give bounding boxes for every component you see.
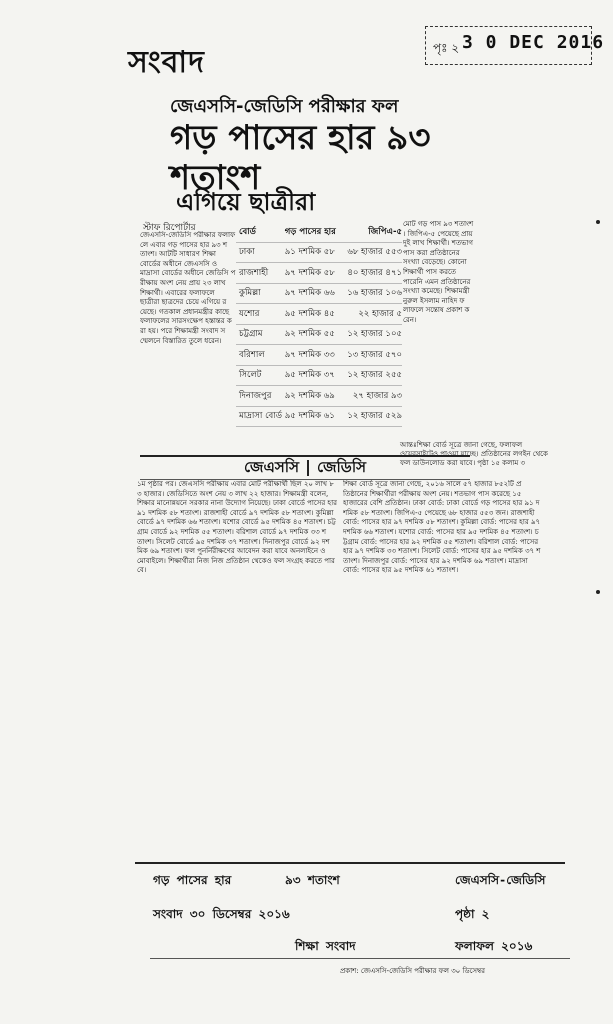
footer-line1-left: গড় পাসের হার	[153, 873, 232, 887]
body-left-column: ১ম পৃষ্ঠার পর। জেএসসি পরীক্ষায় এবার মোট পরীক্ষার্থী ছিল ২০ লাখ ৮৩ হাজার। জেডিসিতে অংশ নেয় ৩ লাখ ২২ হাজার। শিক্ষামন্ত্রী বলেন, শিক্ষার মানোন্নয়নে সরকার নানা উদ্যোগ নিয়েছে। ঢাকা বোর্ডে পাসের হার ৯১ দশমিক ৫৮ শতাংশ। রাজশাহী বোর্ডে ৯৭ দশমিক ৫৮ শতাংশ। কুমিল্লা বোর্ডে ৯৭ দশমিক ৬৬ শতাংশ। যশোর বোর্ডে ৯৫ দশমিক ৪৫ শতাংশ। চট্টগ্রাম বোর্ডে ৯২ দশমিক ৫৫ শতাংশ। বরিশাল বোর্ডে ৯৭ দশমিক ৩৩ শতাংশ। সিলেট বোর্ডে ৯৫ দশমিক ৩৭ শতাংশ। দিনাজপুর বোর্ডে ৯২ দশমিক ৬৯ শতাংশ। ফল পুনর্নিরীক্ষণের আবেদন করা যাবে অনলাইনে ও মোবাইলে। শিক্ষার্থীরা নিজ নিজ প্রতিষ্ঠান থেকেও ফল সংগ্রহ করতে পারবে।	[137, 480, 337, 575]
footer-bottom-line: প্রকাশ: জেএসসি-জেডিসি পরীক্ষার ফল ৩০ ডিসেম্বর	[340, 967, 486, 975]
continuation-note: আন্তঃশিক্ষা বোর্ড সূত্রে জানা গেছে, ফলাফল ওয়েবসাইটেও পাওয়া যাচ্ছে। প্রতিষ্ঠানের লগইন থেকে ফল ডাউনলোড করা যাবে। পৃষ্ঠা ১৫ কলাম ৩	[400, 441, 548, 467]
banner-divider	[307, 460, 309, 476]
newspaper-masthead: সংবাদ	[128, 45, 205, 80]
table-row	[236, 366, 402, 387]
table-cell: ৯২ দশমিক ৬৯	[284, 390, 335, 401]
right-column-text: মোট গড় পাস ৯৩ শতাংশ। জিপিএ-৫ পেয়েছে প্রায় দুই লাখ শিক্ষার্থী। শতভাগ পাস করা প্রতিষ্ঠানের সংখ্যা বেড়েছে। কোনো শিক্ষার্থী পাস করতে পারেনি এমন প্রতিষ্ঠানের সংখ্যা কমেছে। শিক্ষামন্ত্রী নুরুল ইসলাম নাহিদ ফলাফলে সন্তোষ প্রকাশ করেন।	[403, 220, 474, 324]
table-cell: ৯৫ দশমিক ৬১	[284, 411, 335, 422]
footer-line1-right: জেএসসি-জেডিসি	[455, 873, 546, 887]
footer-line3-left: শিক্ষা সংবাদ	[295, 939, 356, 953]
table-row	[236, 243, 402, 264]
body-right-column: শিক্ষা বোর্ড সূত্রে জানা গেছে, ২০১৬ সালে ৫৭ হাজার ৮৫২টি প্রতিষ্ঠানের শিক্ষার্থীরা পরীক্ষায় অংশ নেয়। শতভাগ পাস করেছে ১৫ হাজারের বেশি প্রতিষ্ঠান। ঢাকা বোর্ড: ঢাকা বোর্ডে গড় পাসের হার ৯১ দশমিক ৫৮ শতাংশ। জিপিএ-৫ পেয়েছে ৬৮ হাজার ৫৫৩ জন। রাজশাহী বোর্ড: পাসের হার ৯৭ দশমিক ৫৮ শতাংশ। কুমিল্লা বোর্ড: পাসের হার ৯৭ দশমিক ৬৬ শতাংশ। যশোর বোর্ড: পাসের হার ৯৫ দশমিক ৪৫ শতাংশ। চট্টগ্রাম বোর্ড: পাসের হার ৯২ দশমিক ৫৫ শতাংশ। বরিশাল বোর্ড: পাসের হার ৯৭ দশমিক ৩৩ শতাংশ। সিলেট বোর্ড: পাসের হার ৯৫ দশমিক ৩৭ শতাংশ। দিনাজপুর বোর্ড: পাসের হার ৯২ দশমিক ৬৯ শতাংশ। মাদ্রাসা বোর্ড: পাসের হার ৯৫ দশমিক ৬১ শতাংশ।	[343, 480, 541, 575]
table-header-cell: বোর্ড	[239, 226, 256, 237]
scan-speck	[596, 590, 600, 594]
table-cell: ১৬ হাজার ১০৬	[347, 288, 402, 299]
table-cell: ৬৮ হাজার ৫৫৩	[347, 247, 402, 258]
table-cell: ৪০ হাজার ৪৭১	[347, 267, 402, 278]
table-header-cell: জিপিএ-৫	[368, 226, 402, 237]
table-cell: ১২ হাজার ২৫৫	[347, 370, 402, 381]
table-cell: ৯১ দশমিক ৫৮	[284, 247, 335, 258]
section-banner	[140, 455, 470, 480]
table-cell: যশোর	[239, 308, 260, 319]
table-cell: ১৩ হাজার ৫৭০	[347, 349, 402, 360]
table-cell: মাদ্রাসা বোর্ড	[239, 411, 282, 422]
footer-line2-left: সংবাদ ৩০ ডিসেম্বর ২০১৬	[153, 907, 290, 921]
table-cell: ১২ হাজার ১০৫	[347, 329, 402, 340]
table-cell: ৯৭ দশমিক ৬৬	[284, 288, 335, 299]
footer-rule	[150, 958, 570, 959]
table-cell: ২২ হাজার ৫	[358, 308, 402, 319]
table-cell: ২৭ হাজার ৯৩	[352, 390, 402, 401]
table-cell: বরিশাল	[239, 349, 265, 360]
table-cell: রাজশাহী	[239, 267, 269, 278]
headline-kicker: জেএসসি-জেডিসি পরীক্ষার ফল	[170, 96, 399, 117]
stamp-date: 3 0 DEC 2016	[462, 32, 605, 53]
table-header-cell: গড় পাসের হার	[284, 226, 336, 237]
table-cell: ১২ হাজার ৫২৯	[347, 411, 402, 422]
table-header	[236, 222, 402, 243]
table-row	[236, 345, 402, 366]
table-cell: ৯৫ দশমিক ৩৭	[284, 370, 335, 381]
table-cell: ৯২ দশমিক ৫৫	[284, 329, 335, 340]
section-banner-left: জেএসসি	[243, 457, 299, 476]
table-cell: কুমিল্লা	[239, 288, 261, 299]
stamp-page: পৃঃ ২	[433, 41, 460, 55]
table-cell: সিলেট	[239, 370, 262, 381]
table-cell: দিনাজপুর	[239, 390, 272, 401]
left-column-text: জেএসসি-জেডিসি পরীক্ষার ফলাফলে এবার গড় পাসের হার ৯৩ শতাংশ। আটটি সাধারণ শিক্ষা বোর্ডের অধীনে জেএসসি ও মাদ্রাসা বোর্ডের অধীনে জেডিসি পরীক্ষায় অংশ নেয় প্রায় ২৩ লাখ শিক্ষার্থী। এবারের ফলাফলে ছাত্রীরা ছাত্রদের চেয়ে এগিয়ে রয়েছে। গতকাল প্রধানমন্ত্রীর কাছে ফলাফলের সারসংক্ষেপ হস্তান্তর করা হয়। পরে শিক্ষামন্ত্রী সংবাদ সম্মেলনে বিস্তারিত তুলে ধরেন।	[140, 231, 236, 345]
table-row	[236, 325, 402, 346]
footer-line2-right: পৃষ্ঠা ২	[455, 907, 490, 921]
table-cell: ৯৭ দশমিক ৩৩	[284, 349, 335, 360]
table-row	[236, 304, 402, 325]
table-row	[236, 284, 402, 305]
headline-deck: এগিয়ে ছাত্রীরা	[176, 188, 316, 216]
results-table	[236, 222, 402, 427]
footer-line1-mid: ৯৩ শতাংশ	[285, 873, 340, 887]
section-banner-right: জেডিসি	[316, 457, 367, 476]
footer-line3-right: ফলাফল ২০১৬	[455, 939, 533, 953]
table-cell: ঢাকা	[239, 247, 255, 258]
main-headline: গড় পাসের হার ৯৩ শতাংশ	[170, 118, 431, 198]
byline: স্টাফ রিপোর্টার	[143, 223, 196, 233]
table-cell: ৯৫ দশমিক ৪৫	[284, 308, 335, 319]
table-row	[236, 386, 402, 407]
table-row	[236, 263, 402, 284]
scan-speck	[596, 220, 600, 224]
table-cell: ৯৭ দশমিক ৫৮	[284, 267, 335, 278]
table-row	[236, 407, 402, 428]
table-cell: চট্টগ্রাম	[239, 329, 263, 340]
